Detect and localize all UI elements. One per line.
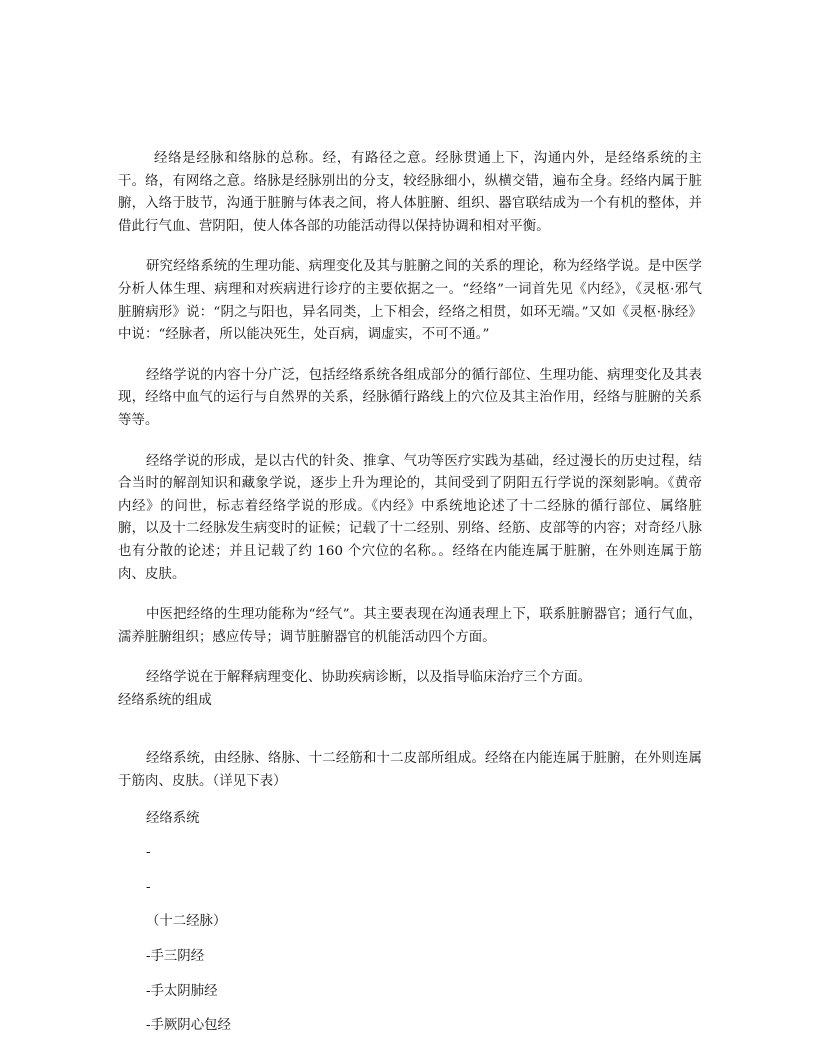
paragraph-meridian-qi: 中医把经络的生理功能称为“经气”。其主要表现在沟通表理上下，联系脏腑器官；通行气血，濡养脏腑组织；感应传导；调节脏腑器官的机能活动四个方面。 [118, 607, 702, 645]
paragraph-gap [118, 433, 702, 451]
outline-item: - [146, 879, 151, 895]
paragraph-theory-content: 经络学说的内容十分广泛，包括经络系统各组成部分的循行部位、生理功能、病理变化及其表现，经络中血气的运行与自然界的关系，经脉循行路线上的穴位及其主治作用，经络与脏腑的关系等等。 [118, 367, 702, 428]
paragraph-theory-application: 经络学说在于解释病理变化、协助疾病诊断，以及指导临床治疗三个方面。 [146, 670, 592, 686]
outline-gap [118, 794, 702, 808]
paragraph-gap [118, 238, 702, 256]
paragraph-meridian-theory: 研究经络系统的生理功能、病理变化及其与脏腑之间的关系的理论，称为经络学说。是中医学分析人体生理、病理和对疾病进行诊疗的主要依据之一。“经络”一词首先见《内经》，《灵枢·邪气脏腑病形》说：“阴之与阳也，异名同类，上下相会，经络之相贯，如环无端。”又如《灵枢·脉经》中说：“经脉者，所以能决死生，处百病，调虚实，不可不通。” [118, 259, 702, 343]
section-heading: 经络系统的组成 [118, 692, 212, 708]
paragraph-system-composition: 经络系统，由经脉、络脉、十二经筋和十二皮部所组成。经络在内能连属于脏腑，在外则连属于筋肉、皮肤。（详见下表） [118, 751, 702, 790]
paragraph-meridian-definition: 经络是经脉和络脉的总称。经，有路径之意。经脉贯通上下，沟通内外，是经络系统的主干。络，有网络之意。络脉是经脉别出的分支，较经脉细小，纵横交错，遍布全身。经络内属于脏腑，入络于肢节，沟通于脏腑与体表之间，将人体脏腑、组织、器官联结成为一个有机的整体，并借此行气血、营阴阳，使人体各部的功能活动得以保持协调和相对平衡。 [118, 151, 702, 234]
outline-item: -手厥阴心包经 [146, 1018, 231, 1034]
outline-item: （十二经脉） [146, 914, 227, 930]
section-gap [118, 712, 702, 748]
outline-item: -手三阴经 [146, 949, 205, 965]
paragraph-theory-formation: 经络学说的形成，是以古代的针灸、推拿、气功等医疗实践为基础，经过漫长的历史过程，结合当时的解剖知识和藏象学说，逐步上升为理论的，其间受到了阴阳五行学说的深刻影响。《黄帝内经》的问世，标志着经络学说的形成。《内经》中系统地论述了十二经脉的循行部位、属络脏腑，以及十二经脉发生病变时的证候；记载了十二经别、别络、经筋、皮部等的内容；对奇经八脉也有分散的论述；并且记载了约 160 个穴位的名称。。经络在内能连属于脏腑，在外则连属于筋肉、皮肤。 [118, 453, 702, 582]
paragraph-gap [118, 649, 702, 667]
outline-item: - [146, 845, 151, 861]
outline-item: 经络系统 [146, 810, 200, 826]
paragraph-gap [118, 347, 702, 365]
outline-item: -手太阴肺经 [146, 983, 218, 999]
meridian-outline [118, 808, 702, 1038]
paragraph-gap [118, 586, 702, 604]
document-page [118, 148, 702, 1038]
